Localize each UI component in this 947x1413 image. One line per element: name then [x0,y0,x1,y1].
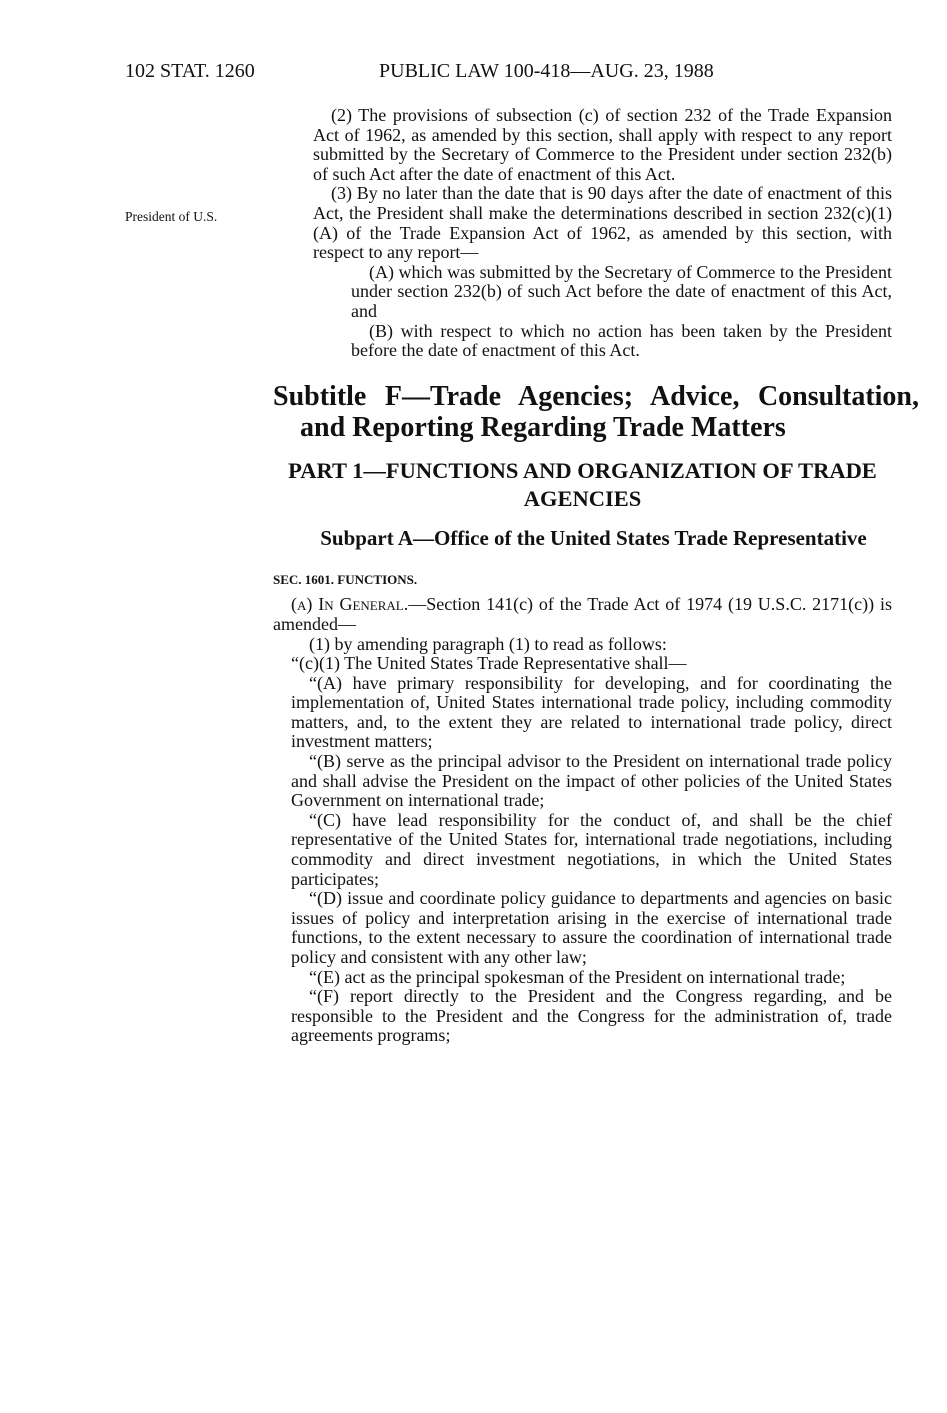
subpart-heading: Subpart A—Office of the United States Trade Representative [320,525,867,550]
paragraph-3: (3) By no later than the date that is 90 days after the date of enactment of this Act, the President shall make the determinations described in section 232(c)(1)(A) of the Trade Expansion Act of 1962, as amended by this section, with respect to any report— [313,183,892,263]
subsection-a-label: (a) In General. [291,594,409,615]
margin-note: President of U.S. [125,209,218,224]
section-body [273,595,892,1046]
section-heading: SEC. 1601. FUNCTIONS. [273,571,418,587]
running-header: PUBLIC LAW 100-418—AUG. 23, 1988 [379,60,714,82]
clause-C: “(C) have lead responsibility for the conduct of, and shall be the chief representative of the United States for, international trade negotiations, including commodity and direct investment negotiations, in which the United States participates; [291,809,892,889]
clause-B: “(B) serve as the principal advisor to the President on international trade policy and shall advise the President on the impact of other policies of the United States Government on international trade; [291,751,892,811]
page-body [273,105,919,1046]
clause-D: “(D) issue and coordinate policy guidance to departments and agencies on basic issues of policy and interpretation arising in the exercise of international trade functions, to the extent necessary to assure the coordination of international trade policy and consistent with any other law; [291,888,892,967]
part-heading: PART 1—FUNCTIONS AND ORGANIZATION OF TRADE AGENCIES [288,457,877,511]
paragraph-2: (2) The provisions of subsection (c) of section 232 of the Trade Expansion Act of 1962, as amended by this section, shall apply with respect to any report submitted by the Secretary of Commerce to the President under section 232(b) of such Act after the date of enactment of this Act. [313,105,892,184]
subsection-a-text: —Section 141(c) of the Trade Act of 1974 (19 U.S.C. 2171(c)) is amended— [273,594,892,634]
clause-E: “(E) act as the principal spokesman of the President on international trade; [309,966,846,987]
paragraph-3-a: (A) which was submitted by the Secretary of Commerce to the President under section 232(b) of such Act before the date of enactment of this Act, and [351,261,892,321]
paragraph-c1: “(c)(1) The United States Trade Representative shall— [291,653,687,674]
amendment-item-1: (1) by amending paragraph (1) to read as follows: [309,633,667,654]
clause-A: “(A) have primary responsibility for developing, and for coordinating the implementation of, United States international trade policy, including commodity matters, and, to the extent they are related to international trade policy, direct investment matters; [291,672,892,752]
page-stat-number: 102 STAT. 1260 [125,60,255,82]
clause-F: “(F) report directly to the President and the Congress regarding, and be responsible to the President and the Congress for the administration of, trade agreements programs; [291,986,892,1046]
paragraph-3-b: (B) with respect to which no action has been taken by the President before the date of enactment of this Act. [351,320,892,361]
subsection-a [273,595,892,634]
subtitle-heading: Subtitle F—Trade Agencies; Advice, Consultation, and Reporting Regarding Trade Matters [273,380,919,443]
